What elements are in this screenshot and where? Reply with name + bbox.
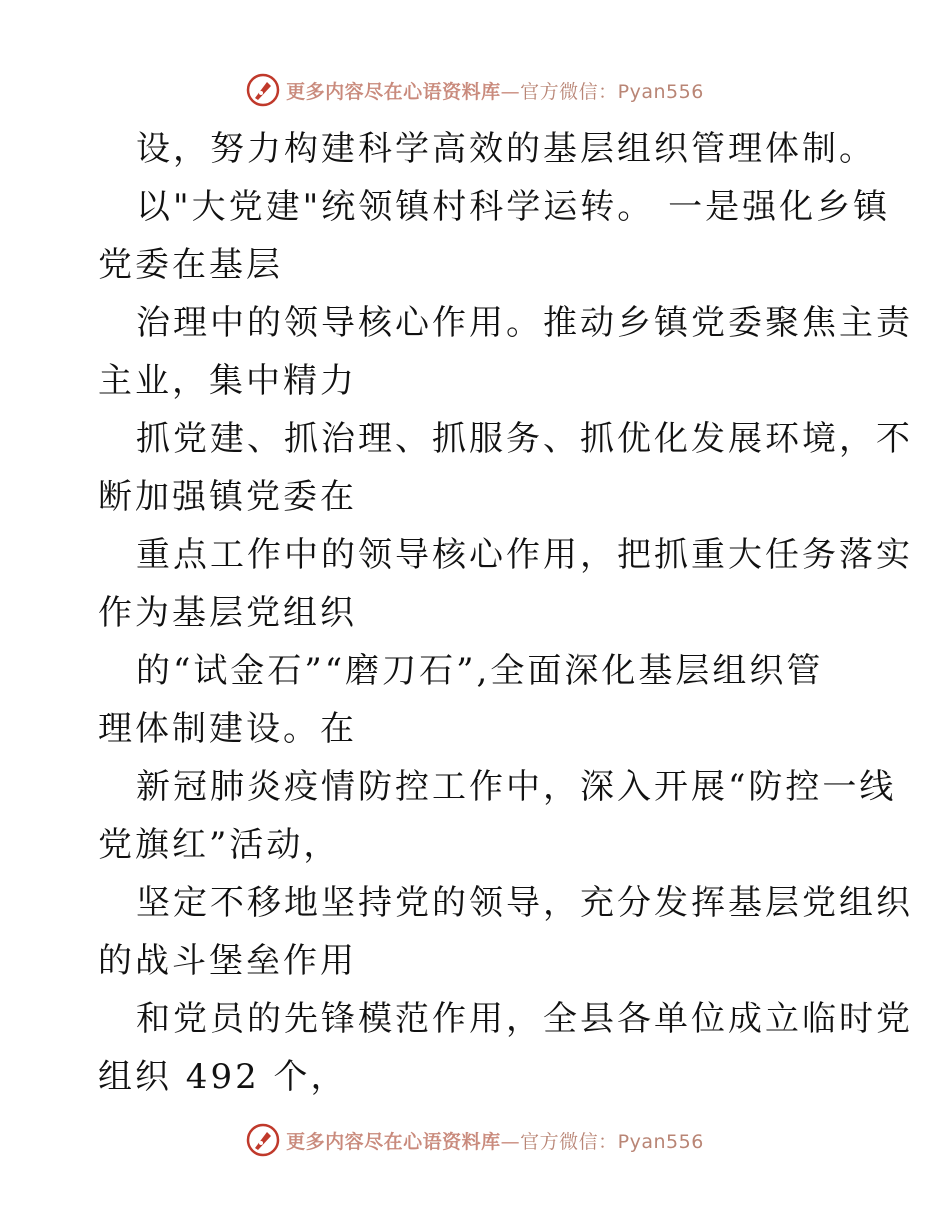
- pen-nib-logo-icon: [246, 1123, 280, 1157]
- text-line: 设，努力构建科学高效的基层组织管理体制。: [136, 129, 876, 169]
- banner-text: 更多内容尽在心语资料库—官方微信：Pyan556: [286, 1130, 704, 1153]
- text-line: 重点工作中的领导核心作用，把抓重大任务落实: [136, 535, 913, 575]
- text-line: 和党员的先锋模范作用，全县各单位成立临时党: [136, 999, 913, 1039]
- text-line: 作为基层党组织: [98, 593, 357, 633]
- banner-text: 更多内容尽在心语资料库—官方微信：Pyan556: [286, 80, 704, 103]
- text-line: 治理中的领导核心作用。推动乡镇党委聚焦主责: [136, 303, 913, 343]
- text-line: 主业，集中精力: [98, 361, 357, 401]
- text-line: 理体制建设。在: [98, 709, 357, 749]
- text-line: 的“试金石”“磨刀石”,全面深化基层组织管: [136, 651, 824, 691]
- text-line: 抓党建、抓治理、抓服务、抓优化发展环境，不: [136, 419, 913, 459]
- footer-banner: [0, 1120, 950, 1160]
- text-line: 断加强镇党委在: [98, 477, 357, 517]
- text-line: 党旗红”活动，: [98, 825, 341, 865]
- text-line: 党委在基层: [98, 245, 283, 285]
- text-line: 组织 492 个，: [98, 1057, 348, 1097]
- document-body: [98, 120, 913, 1106]
- text-line: 的战斗堡垒作用: [98, 941, 357, 981]
- text-line: 坚定不移地坚持党的领导，充分发挥基层党组织: [136, 883, 913, 923]
- header-banner: [0, 70, 950, 110]
- text-line: 新冠肺炎疫情防控工作中，深入开展“防控一线: [136, 767, 897, 807]
- pen-nib-logo-icon: [246, 73, 280, 107]
- text-line: 以"大党建"统领镇村科学运转。 一是强化乡镇: [136, 187, 891, 227]
